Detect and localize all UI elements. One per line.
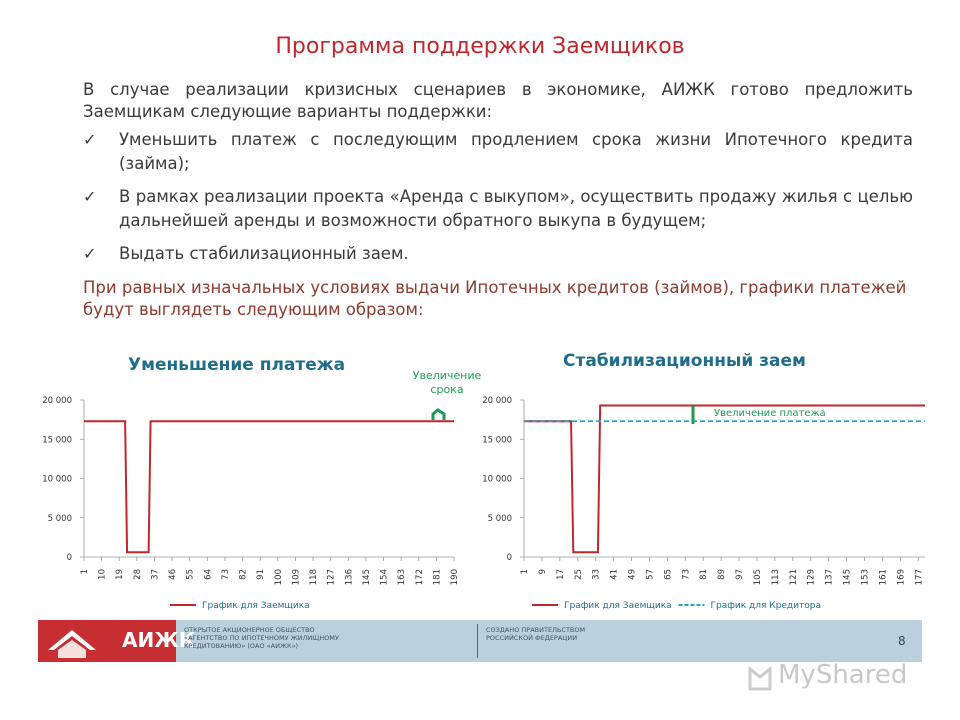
y-tick-label: 15 000 [482,435,512,446]
list-item [83,185,913,233]
series-line-1 [524,405,925,552]
x-tick-label: 169 [896,569,907,586]
y-tick-label: 15 000 [42,435,72,446]
x-tick-label: 28 [132,569,143,580]
x-tick-label: 97 [735,569,746,580]
gov-line: РОССИЙСКОЙ ФЕДЕРАЦИИ [486,634,578,642]
x-tick-label: 121 [788,569,799,586]
y-tick-label: 0 [506,553,512,563]
x-tick-label: 154 [379,569,390,586]
x-tick-label: 172 [414,569,425,586]
x-tick-label: 73 [220,569,231,580]
x-tick-label: 65 [663,569,674,580]
government-note [486,626,585,642]
x-tick-label: 57 [645,569,656,580]
x-tick-label: 153 [860,569,871,586]
x-tick-label: 163 [397,569,408,586]
company-logo [38,620,196,662]
legend-label: График для Кредитора [710,601,821,611]
y-tick-label: 10 000 [482,474,512,485]
x-tick-label: 136 [344,569,355,586]
list-item [83,128,913,176]
y-tick-label: 0 [66,553,72,563]
series-line-1 [84,421,454,552]
x-tick-label: 64 [203,569,214,580]
org-line: ОТКРЫТОЕ АКЦИОНЕРНОЕ ОБЩЕСТВО [184,626,315,634]
support-options-list [83,128,913,275]
x-tick-label: 91 [256,569,267,580]
checkmark-icon: ✓ [83,244,97,263]
x-tick-label: 105 [752,569,763,586]
x-tick-label: 19 [115,569,126,580]
checkmark-icon: ✓ [83,187,97,206]
house-logo-icon [44,620,104,662]
bullet-text: Уменьшить платеж с последующим продлением срока жизни Ипотечного кредита (займа); [119,130,913,173]
watermark [746,660,926,690]
y-tick-label: 20 000 [482,396,512,406]
legend-label: График для Заемщика [564,601,672,611]
x-tick-label: 129 [806,569,817,586]
chart-1-title: Уменьшение платежа [128,355,346,375]
bullet-text: В рамках реализации проекта «Аренда с выкупом», осуществить продажу жилья с целью дальнейшей аренды и возможности обратного выкупа в будущем; [119,187,913,230]
org-line: «АГЕНТСТВО ПО ИПОТЕЧНОМУ ЖИЛИЩНОМУ [184,634,339,642]
charts-note: При равных изначальных условиях выдачи Ипотечных кредитов (займов), графики платежей будут выглядеть следующим образом: [83,278,907,319]
x-tick-label: 161 [878,569,889,586]
bullet-text: Выдать стабилизационный заем. [119,244,409,263]
payment-increase-annotation: Увеличение платежа [714,408,826,419]
watermark-arrow-icon [746,663,774,691]
organization-name [184,626,339,650]
x-tick-label: 145 [842,569,853,586]
term-increase-annotation: Увеличение срока [412,369,482,396]
x-tick-label: 137 [824,569,835,586]
x-tick-label: 113 [770,569,781,586]
x-tick-label: 1 [520,569,530,575]
x-tick-label: 49 [627,569,638,580]
x-tick-label: 100 [273,569,284,586]
x-tick-label: 10 [97,569,108,580]
x-tick-label: 81 [699,569,710,580]
slide-title: Программа поддержки Заемщиков [275,34,685,59]
x-tick-label: 17 [555,569,566,580]
x-tick-label: 41 [609,569,620,580]
x-tick-label: 89 [717,569,728,580]
chart-payment-reduction [0,380,480,620]
org-line: КРЕДИТОВАНИЮ» (ОАО «АИЖК») [184,642,299,650]
x-tick-label: 82 [238,569,249,580]
x-tick-label: 46 [168,569,179,580]
checkmark-icon: ✓ [83,130,97,149]
watermark-text: MyShared [778,660,908,690]
x-tick-label: 181 [432,569,443,586]
x-tick-label: 25 [573,569,584,580]
gov-line: СОЗДАНО ПРАВИТЕЛЬСТВОМ [486,626,586,634]
footer-divider [477,624,478,658]
term-increase-bracket [433,410,444,420]
x-tick-label: 118 [309,569,320,586]
x-tick-label: 37 [150,569,161,580]
page-number: 8 [898,634,906,648]
x-tick-label: 9 [537,569,548,575]
x-tick-label: 177 [914,569,925,586]
x-tick-label: 55 [185,569,196,580]
x-tick-label: 33 [591,569,602,580]
x-tick-label: 109 [291,569,302,586]
x-tick-label: 145 [361,569,372,586]
logo-text: АИЖК [122,628,196,652]
intro-text: В случае реализации кризисных сценариев в экономике, АИЖК готово предложить Заемщикам следующие варианты поддержки: [83,80,913,121]
y-tick-label: 5 000 [47,513,72,524]
y-tick-label: 10 000 [42,474,72,485]
legend-label: График для Заемщика [202,601,310,611]
list-item [83,242,913,266]
y-tick-label: 20 000 [42,396,72,406]
y-tick-label: 5 000 [487,513,512,524]
x-tick-label: 1 [80,569,90,575]
x-tick-label: 127 [326,569,337,586]
chart-stabilization-loan [470,380,940,620]
x-tick-label: 190 [450,569,460,586]
x-tick-label: 73 [681,569,692,580]
chart-2-title: Стабилизационный заем [563,351,806,371]
